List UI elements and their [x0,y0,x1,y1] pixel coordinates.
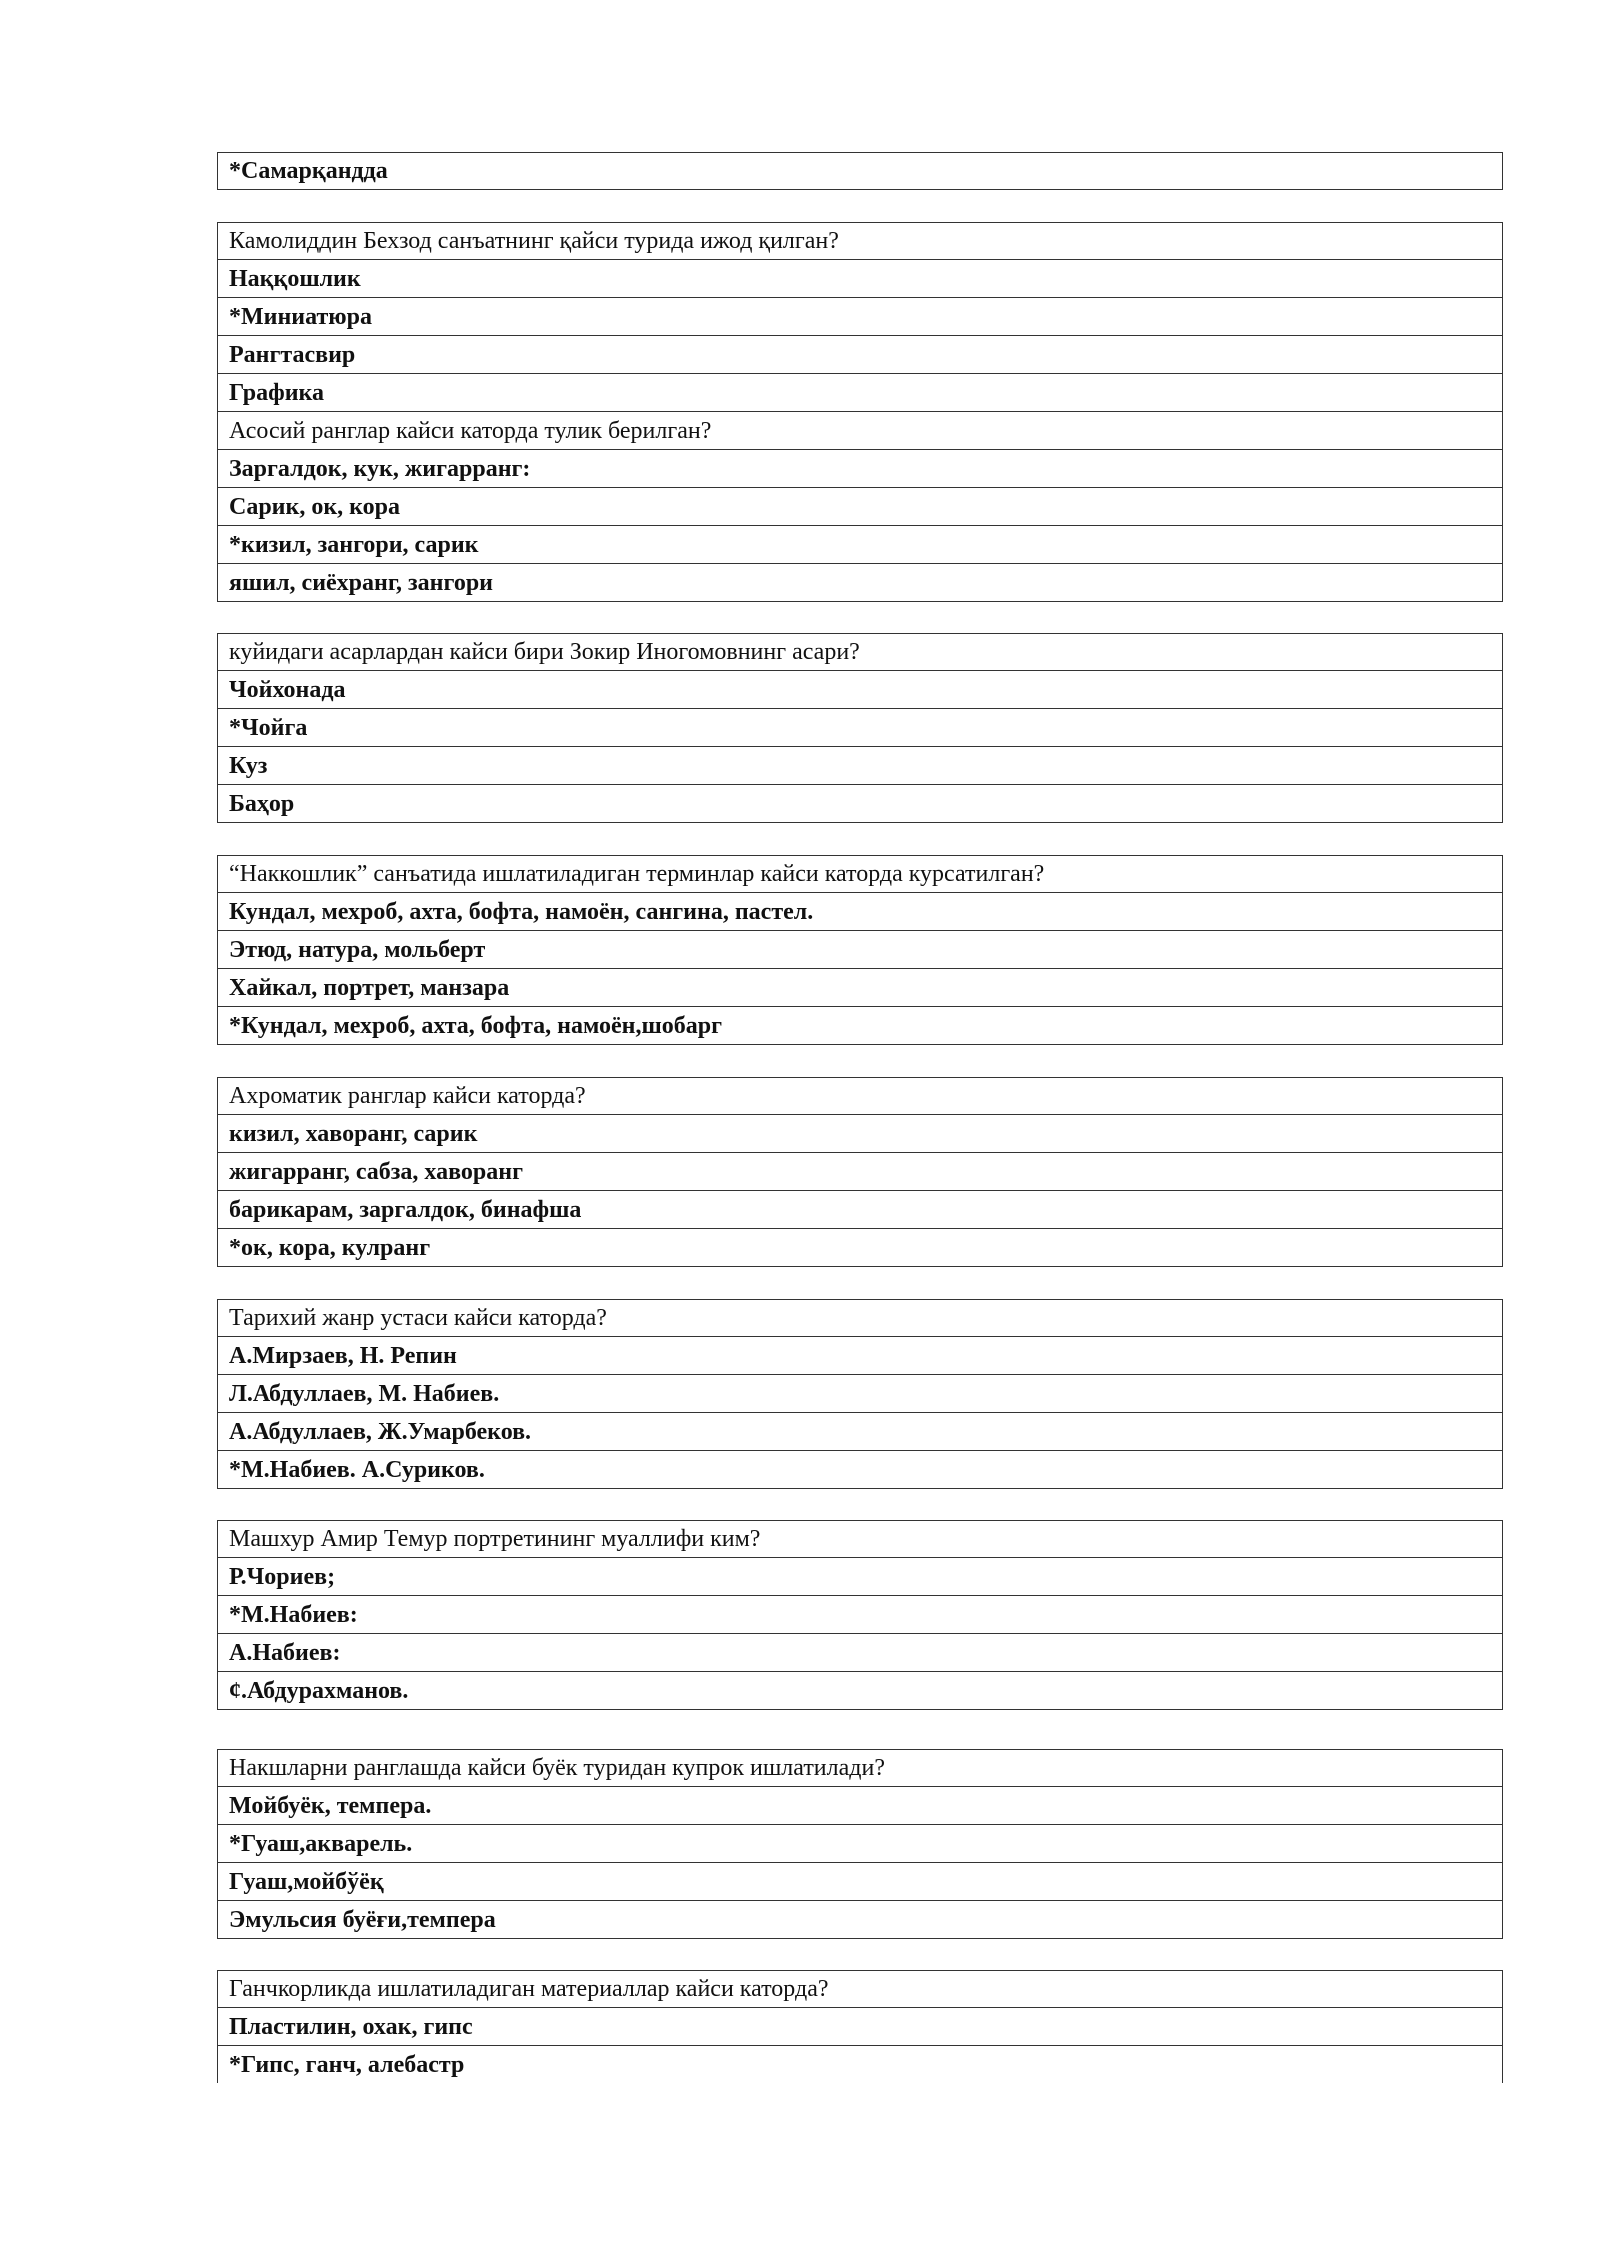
answer-option: Мойбуёк, темпера. [218,1786,1502,1824]
question-text: Камолиддин Бехзод санъатнинг қайси турида ижод қилган? [229,228,839,254]
question-block-9 [217,1970,1503,2083]
answer-option: Этюд, натура, мольберт [218,930,1502,968]
answer-option: жигарранг, сабза, хаворанг [218,1152,1502,1190]
answer-option: А.Набиев: [218,1633,1502,1671]
answer-option: Л.Абдуллаев, М. Набиев. [218,1374,1502,1412]
answer-option: *Кундал, мехроб, ахта, бофта, намоён,шобарг [218,1006,1502,1044]
answer-option: Гуаш,мойбўёқ [218,1862,1502,1900]
answer-option: А.Мирзаев, Н. Репин [218,1336,1502,1374]
answer-option: яшил, сиёхранг, зангори [218,563,1502,601]
question-text: Ганчкорликда ишлатиладиган материаллар кайси каторда? [229,1976,829,2002]
answer-option: барикарам, заргалдок, бинафша [218,1190,1502,1228]
answer-option: *Гуаш,акварель. [218,1824,1502,1862]
question-block-7 [217,1520,1503,1710]
answer-option: Баҳор [218,784,1502,822]
question-block-3 [217,633,1503,823]
answer-option: Графика [218,373,1502,411]
question-text: “Наккошлик” санъатида ишлатиладиган терминлар кайси каторда курсатилган? [229,861,1045,887]
answer-block-1 [217,152,1503,190]
question-text: куйидаги асарлардан кайси бири Зокир Иногомовнинг асари? [229,639,860,665]
answer-option: Кундал, мехроб, ахта, бофта, намоён, сангина, пастел. [218,892,1502,930]
question-block-8 [217,1749,1503,1939]
question-block-5 [217,1077,1503,1267]
answer-option: Хайкал, портрет, манзара [218,968,1502,1006]
answer-option: кизил, хаворанг, сарик [218,1114,1502,1152]
answer-option: Р.Чориев; [218,1557,1502,1595]
answer-option: *Гипс, ганч, алебастр [218,2045,1502,2083]
answer-option: Рангтасвир [218,335,1502,373]
question-block-2 [217,222,1503,602]
question-text: Машхур Амир Темур портретининг муаллифи ким? [229,1526,761,1552]
answer-option: *М.Набиев. А.Суриков. [218,1450,1502,1488]
answer-option: Эмульсия буёғи,темпера [218,1900,1502,1938]
question-block-4 [217,855,1503,1045]
question-block-6 [217,1299,1503,1489]
answer-option: *Самарқандда [229,158,388,184]
answer-option: *Миниатюра [218,297,1502,335]
answer-option: А.Абдуллаев, Ж.Умарбеков. [218,1412,1502,1450]
answer-option: Чойхонада [218,670,1502,708]
answer-option: Сарик, ок, кора [218,487,1502,525]
answer-option: Наққошлик [218,259,1502,297]
question-text: Асосий ранглар кайси каторда тулик берилган? [218,411,1502,449]
answer-option: Куз [218,746,1502,784]
answer-option: ¢.Абдурахманов. [218,1671,1502,1709]
answer-option: *кизил, зангори, сарик [218,525,1502,563]
question-text: Ахроматик ранглар кайси каторда? [229,1083,586,1109]
answer-option: *Чойга [218,708,1502,746]
answer-option: Пластилин, охак, гипс [218,2007,1502,2045]
answer-option: *ок, кора, кулранг [218,1228,1502,1266]
answer-option: *М.Набиев: [218,1595,1502,1633]
question-text: Накшларни ранглашда кайси буёк туридан купрок ишлатилади? [229,1755,885,1781]
question-text: Тарихий жанр устаси кайси каторда? [229,1305,607,1331]
answer-option: Заргалдок, кук, жигарранг: [218,449,1502,487]
